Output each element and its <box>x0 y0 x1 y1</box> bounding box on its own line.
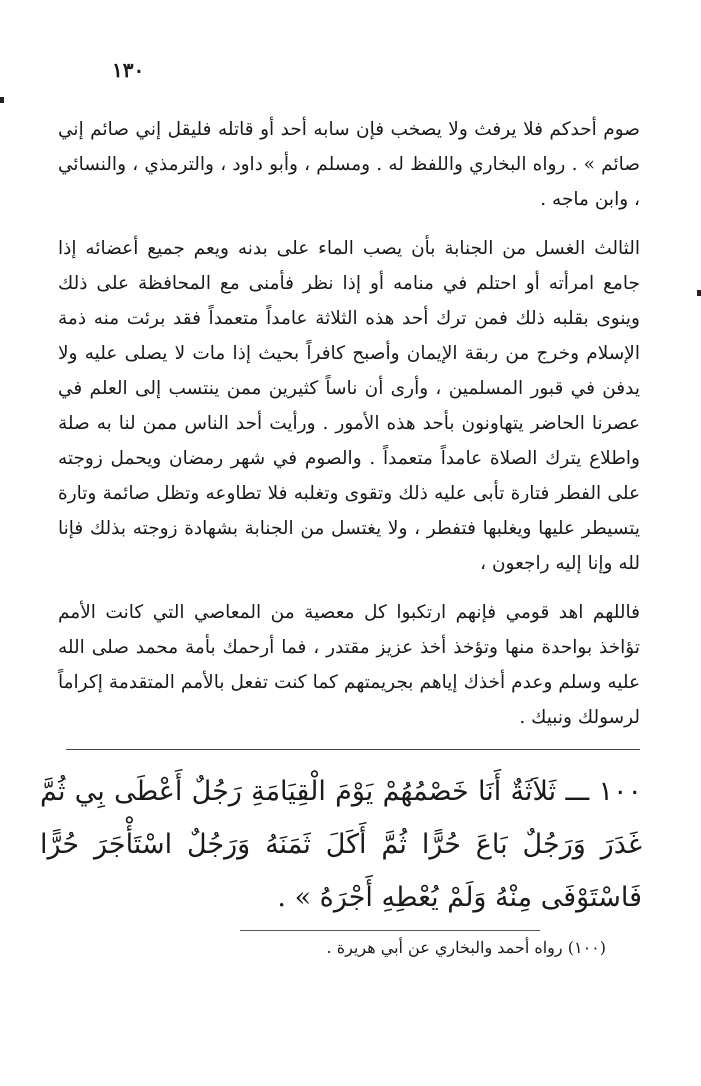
scan-edge-mark <box>697 290 701 296</box>
footnote: (١٠٠) رواه أحمد والبخاري عن أبي هريرة . <box>326 938 606 957</box>
hadith-100-text: ١٠٠ ـــ ثَلاَثَةٌ أَنَا خَصْمُهُمْ يَوْمَ الْقِيَامَةِ رَجُلٌ أَعْطَى بِي ثُمَّ غَدَرَ وَرَجُلٌ بَاعَ حُرًّا ثُمَّ أَكَلَ ثَمَنَهُ وَرَجُلٌ اسْتَأْجَرَ حُرًّا فَاسْتَوْفَى مِنْهُ وَلَمْ يُعْطِهِ أَجْرَهُ » . <box>40 776 642 913</box>
footnote-divider <box>240 930 540 931</box>
main-text <box>58 112 640 735</box>
paragraph-third-ghusl: الثالث الغسل من الجنابة بأن يصب الماء على بدنه ويعم جميع أعضائه إذا جامع امرأته أو احتلم في منامه أو إذا نظر فأمنى مع المحافظة على ذلك وينوى بقلبه ذلك فمن ترك أحد هذه الثلاثة عامداً متعمداً فقد برئت منه ذمة الإسلام وخرج من ربقة الإيمان وأصبح كافراً بحيث إذا مات لا يصلى عليه ولا يدفن في قبور المسلمين ، وأرى أن ناساً كثيرين ممن ينتسب إلى العلم في عصرنا الحاضر يتهاونون بأحد هذه الأمور . ورأيت أحد الناس ممن لنا به صلة واطلاع يترك الصلاة عامداً متعمداً . والصوم في شهر رمضان ويحمل زوجته على الفطر فتارة تأبى عليه ذلك وتقوى وتغلبه فلا تطاوعه وتظل صائمة وتارة يتسيطر عليها ويغلبها فتفطر ، ولا يغتسل من الجنابة بشهادة زوجته بذلك فإنا لله وإنا إليه راجعون ، <box>58 238 640 574</box>
page-number: ١٣٠ <box>112 58 145 82</box>
paragraph-hadith-end: صوم أحدكم فلا يرفث ولا يصخب فإن سابه أحد أو قاتله فليقل إني صائم إني صائم » . رواه البخاري واللفظ له . ومسلم ، وأبو داود ، والترمذي ، والنسائي ، وابن ماجه . <box>58 119 640 210</box>
scan-edge-mark <box>0 97 4 103</box>
section-divider <box>66 749 640 750</box>
paragraph-supplication: فاللهم اهد قومي فإنهم ارتكبوا كل معصية من المعاصي التي كانت الأمم تؤاخذ بواحدة منها وتؤخذ أخذ عزيز مقتدر ، فما أرحمك بأمة محمد صلى الله عليه وسلم وعدم أخذك إياهم بجريمتهم كما كنت تفعل بالأمم المتقدمة إكراماً لرسولك ونبيك . <box>58 602 640 728</box>
